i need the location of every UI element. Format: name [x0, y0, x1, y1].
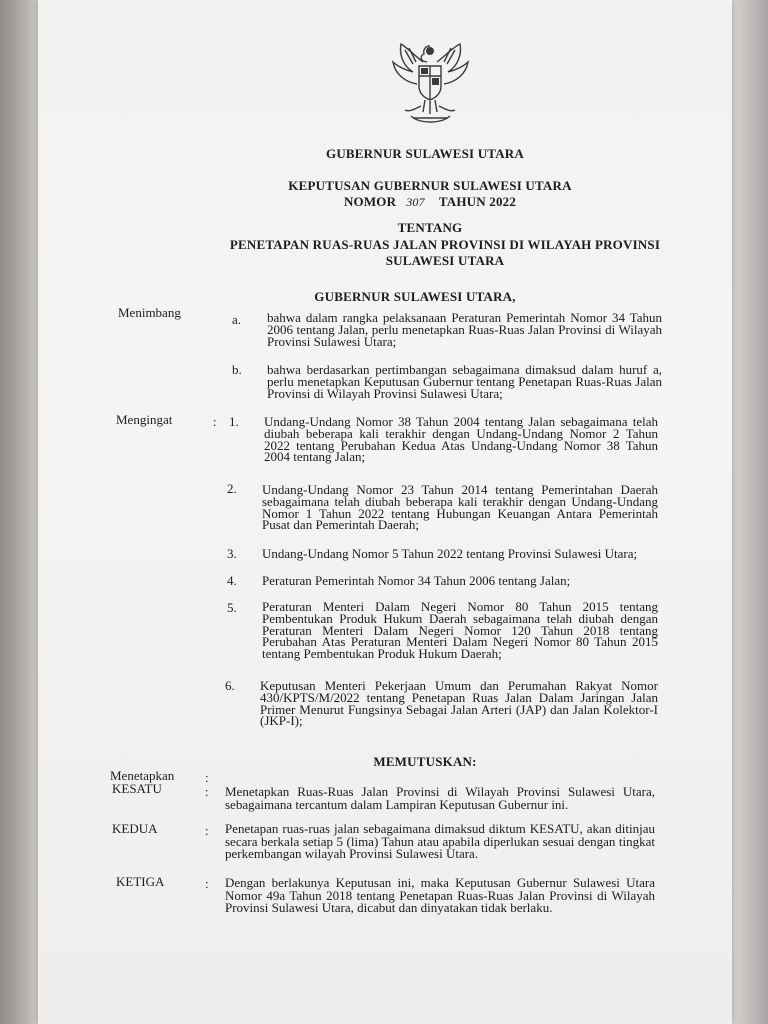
mengingat-item-5: Peraturan Menteri Dalam Negeri Nomor 80 Tahun 2015 tentang Pembentukan Produk Hukum Daerah sebagaimana telah diubah dengan Peraturan Menteri Dalam Negeri Nomor 120 Tahun 2018 tentang Perubahan Atas Peraturan Menteri Dalam Negeri Nomor 80 Tahun 2015 tentang Pembentukan Produk Hukum Daerah; — [262, 599, 658, 662]
diktum-kedua-colon: : — [205, 823, 209, 838]
number-value: 307 — [406, 195, 425, 209]
menimbang-item-a: bahwa dalam rangka pelaksanaan Peraturan Pemerintah Nomor 34 Tahun 2006 tentang Jalan, perlu menetapkan Ruas-Ruas Jalan Provinsi di Wilayah Provinsi Sulawesi Utara; — [267, 310, 662, 349]
photo-background-left — [0, 0, 38, 1024]
mengingat-marker-3: 3. — [227, 546, 237, 561]
number-label: NOMOR — [343, 194, 397, 209]
decree-subject — [98, 237, 768, 269]
issuer-heading: GUBERNUR SULAWESI UTARA, — [314, 289, 516, 304]
menetapkan-label: Menetapkan — [110, 768, 175, 783]
decree-number-line — [83, 194, 768, 210]
mengingat-marker-2: 2. — [227, 481, 237, 496]
garuda-emblem-icon — [383, 40, 478, 132]
diktum-ketiga-text: Dengan berlakunya Keputusan ini, maka Keputusan Gubernur Sulawesi Utara Nomor 49a Tahun 2018 tentang Penetapan Ruas-Ruas Jalan Provinsi di Wilayah Provinsi Sulawesi Utara, dicabut dan dinyatakan tidak berlaku. — [225, 875, 655, 916]
diktum-kesatu-colon: : — [205, 784, 209, 799]
memutuskan-heading: MEMUTUSKAN: — [373, 754, 477, 769]
document-page — [38, 0, 732, 1024]
menimbang-marker-a: a. — [232, 312, 242, 327]
diktum-kedua-label: KEDUA — [112, 821, 158, 836]
menetapkan-colon: : — [205, 770, 209, 785]
mengingat-label: Mengingat — [116, 412, 173, 427]
mengingat-item-1: Undang-Undang Nomor 38 Tahun 2004 tentang Jalan sebagaimana telah diubah beberapa kali terakhir dengan Undang-Undang Nomor 2 Tahun 2022 tentang Perubahan Kedua Atas Undang-Undang Nomor 38 Tahun 2004 tentang Jalan; — [264, 414, 658, 465]
mengingat-item-2: Undang-Undang Nomor 23 Tahun 2014 tentang Pemerintahan Daerah sebagaimana telah diubah beberapa kali terakhir dengan Undang-Undang Nomor 1 Tahun 2022 tentang Hubungan Keuangan Antara Pemerintah Pusat dan Pemerintah Daerah; — [262, 482, 658, 533]
mengingat-marker-5: 5. — [227, 600, 237, 615]
diktum-kesatu-label: KESATU — [112, 781, 162, 796]
menimbang-marker-b: b. — [232, 362, 242, 377]
diktum-ketiga-colon: : — [205, 876, 209, 891]
mengingat-item-4: Peraturan Pemerintah Nomor 34 Tahun 2006 tentang Jalan; — [262, 573, 571, 588]
mengingat-marker-6: 6. — [225, 678, 235, 693]
subject-line-1: PENETAPAN RUAS-RUAS JALAN PROVINSI DI WILAYAH PROVINSI — [229, 237, 661, 252]
decree-title: KEPUTUSAN GUBERNUR SULAWESI UTARA — [288, 178, 572, 193]
mengingat-colon: : — [213, 414, 217, 429]
about-heading: TENTANG — [397, 220, 463, 235]
governor-heading: GUBERNUR SULAWESI UTARA — [326, 146, 524, 161]
mengingat-item-6: Keputusan Menteri Pekerjaan Umum dan Perumahan Rakyat Nomor 430/KPTS/M/2022 tentang Penetapan Ruas Jalan Dalam Jaringan Jalan Primer Menurut Fungsinya Sebagai Jalan Arteri (JAP) dan Jalan Kolektor-I (JKP-I); — [260, 678, 658, 729]
mengingat-item-3: Undang-Undang Nomor 5 Tahun 2022 tentang Provinsi Sulawesi Utara; — [262, 546, 638, 561]
diktum-ketiga-label: KETIGA — [116, 874, 165, 889]
mengingat-marker-4: 4. — [227, 573, 237, 588]
diktum-kesatu-text: Menetapkan Ruas-Ruas Jalan Provinsi di Wilayah Provinsi Sulawesi Utara, sebagaimana tercantum dalam Lampiran Keputusan Gubernur ini. — [225, 784, 655, 812]
diktum-kedua-text: Penetapan ruas-ruas jalan sebagaimana dimaksud diktum KESATU, akan ditinjau secara berkala setiap 5 (lima) Tahun atau apabila diperlukan sesuai dengan tingkat perkembangan wilayah Provinsi Sulawesi Utara. — [225, 821, 655, 862]
menimbang-label: Menimbang — [118, 305, 181, 320]
mengingat-marker-1: 1. — [229, 414, 239, 429]
year-label: TAHUN 2022 — [438, 194, 517, 209]
menimbang-item-b: bahwa berdasarkan pertimbangan sebagaimana dimaksud dalam huruf a, perlu menetapkan Keputusan Gubernur tentang Penetapan Ruas-Ruas Jalan Provinsi di Wilayah Provinsi Sulawesi Utara; — [267, 362, 662, 401]
subject-line-2: SULAWESI UTARA — [385, 253, 505, 268]
